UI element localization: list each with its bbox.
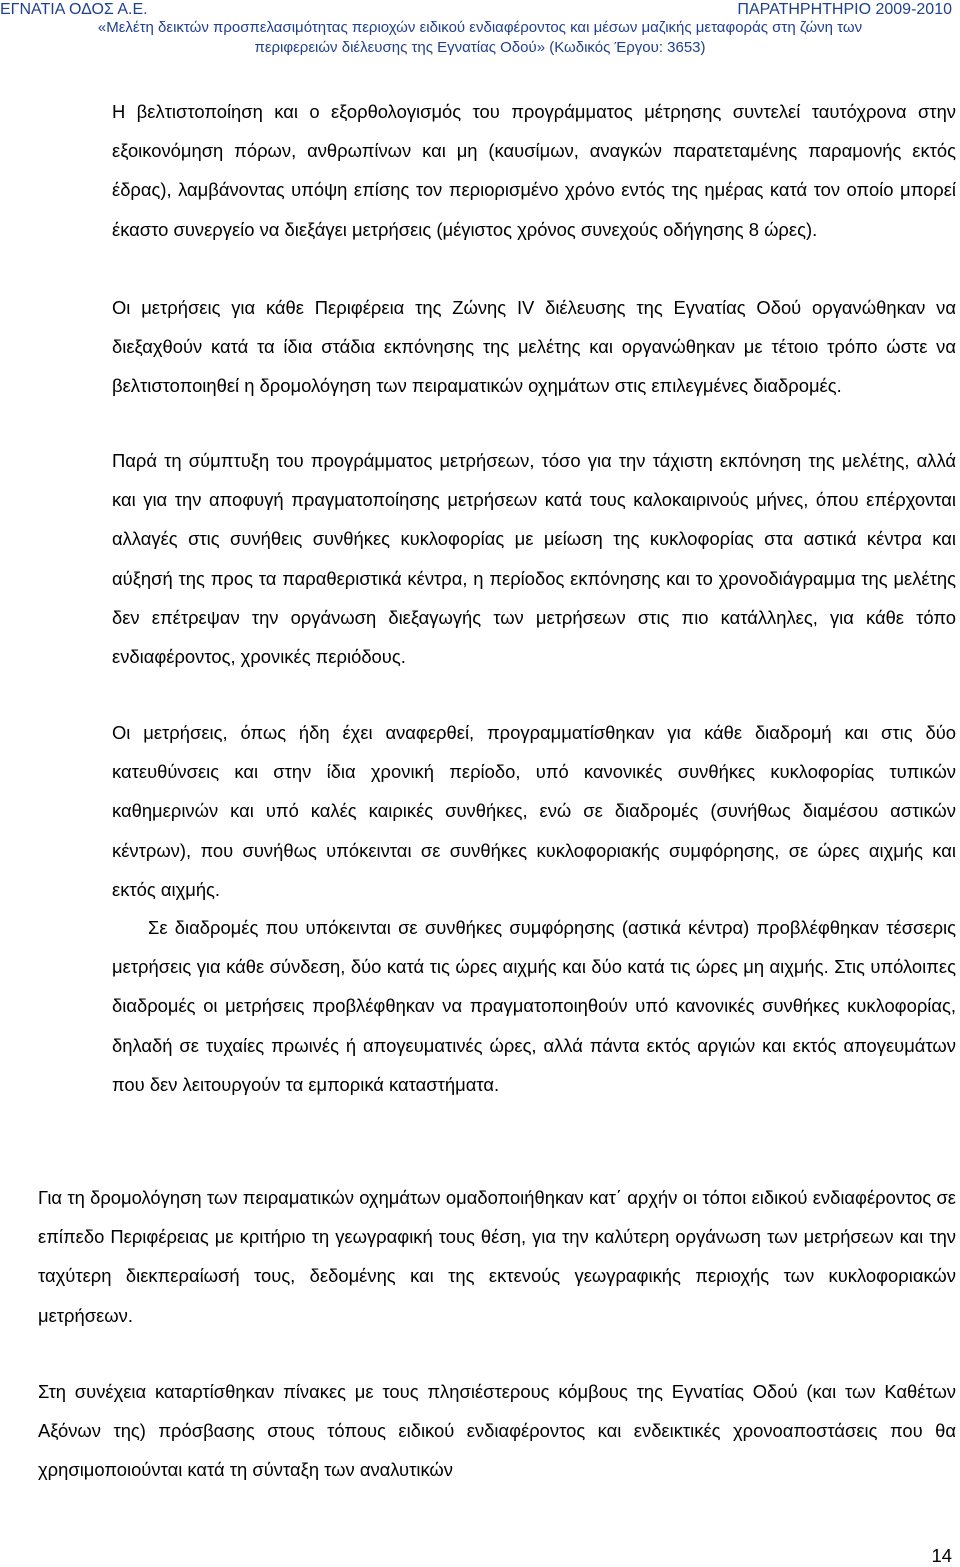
header-study-line2: περιφερειών διέλευσης της Εγνατίας Οδού» (Κωδικός Έργου: 3653) [254, 39, 706, 56]
bullet-continuation-paragraph: Σε διαδρομές που υπόκεινται σε συνθήκες συμφόρησης (αστικά κέντρα) προβλέφθηκαν τέσσερις μετρήσεις για κάθε σύνδεση, δύο κατά τις ώρες αιχμής και δύο κατά τις ώρες μη αιχμής. Στις υπόλοιπες διαδρομές οι μετρήσεις προβλέφθηκαν να πραγματοποιηθούν υπό κανονικές συνθήκες κυκλοφορίας, δηλαδή σε τυχαίες πρωινές ή απογευματινές ώρες, αλλά πάντα εκτός αργιών και εκτός απογευμάτων που δεν λειτουργούν τα εμπορικά καταστήματα. [112, 917, 956, 1095]
routing-paragraph: Για τη δρομολόγηση των πειραματικών οχημάτων ομαδοποιήθηκαν κατ΄ αρχήν οι τόποι ειδικού ενδιαφέροντος σε επίπεδο Περιφέρειας με κριτήριο τη γεωγραφική τους θέση, για την καλύτερη οργάνωση των μετρήσεων και την ταχύτερη διεκπεραίωσή τους, δεδομένης και της εκτενούς γεωγραφικής περιοχής των κυκλοφοριακών μετρήσεων. [38, 1187, 956, 1326]
bullet-paragraph-2: Παρά τη σύμπτυξη του προγράμματος μετρήσεων, τόσο για την τάχιστη εκπόνηση της μελέτης, αλλά και για την αποφυγή πραγματοποίησης μετρήσεων κατά τους καλοκαιρινούς μήνες, όπου επέρχονται αλλαγές στις συνήθεις συνθήκες κυκλοφορίας με μείωση της κυκλοφορίας στα αστικά κέντρα και αύξησή της προς τα παραθεριστικά κέντρα, η περίοδος εκπόνησης και το χρονοδιάγραμμα της μελέτης δεν επέτρεψαν την οργάνωση διεξαγωγής των μετρήσεων στις πιο κατάλληλες, για κάθε τόπο ενδιαφέροντος, χρονικές περιόδους. [112, 450, 956, 668]
bullet-paragraph-1: Οι μετρήσεις για κάθε Περιφέρεια της Ζώνης IV διέλευσης της Εγνατίας Οδού οργανώθηκαν να διεξαχθούν κατά τα ίδια στάδια εκπόνησης της μελέτης και οργανώθηκαν με τέτοιο τρόπο ώστε να βελτιστοποιηθεί η δρομολόγηση των πειραματικών οχημάτων στις επιλεγμένες διαδρομές. [112, 297, 956, 397]
page-header [0, 0, 960, 60]
header-org: ΕΓΝΑΤΙΑ ΟΔΟΣ Α.Ε. [0, 1, 148, 18]
intro-continuation-paragraph: Η βελτιστοποίηση και ο εξορθολογισμός του προγράμματος μέτρησης συντελεί ταυτόχρονα στην εξοικονόμηση πόρων, ανθρωπίνων και μη (καυσίμων, αναγκών παρατεταμένης παραμονής εκτός έδρας), λαμβάνοντας υπόψη επίσης τον περιορισμένο χρόνο εντός της ημέρας κατά τον οποίο μπορεί έκαστο συνεργείο να διεξάγει μετρήσεις (μέγιστος χρόνος συνεχούς οδήγησης 8 ώρες). [112, 101, 956, 240]
bullet-paragraph-3: Οι μετρήσεις, όπως ήδη έχει αναφερθεί, προγραμματίσθηκαν για κάθε διαδρομή και στις δύο κατευθύνσεις και στην ίδια χρονική περίοδο, υπό κανονικές συνθήκες κυκλοφορίας τυπικών καθημερινών και υπό καλές καιρικές συνθήκες, ενώ σε διαδρομές (συνήθως διαμέσου αστικών κέντρων), που συνήθως υπόκεινται σε συνθήκες κυκλοφοριακής συμφόρησης, σε ώρες αιχμής και εκτός αιχμής. [112, 722, 956, 900]
tables-paragraph: Στη συνέχεια καταρτίσθηκαν πίνακες με τους πλησιέστερους κόμβους της Εγνατίας Οδού (και των Καθέτων Αξόνων της) πρόσβασης στους τόπους ειδικού ενδιαφέροντος και ενδεικτικές χρονοαποστάσεις που θα χρησιμοποιούνται κατά τη σύνταξη των αναλυτικών [38, 1381, 956, 1481]
header-study-title [0, 18, 960, 58]
header-study-line1: «Μελέτη δεικτών προσπελασιμότητας περιοχών ειδικού ενδιαφέροντος και μέσων μαζικής μεταφοράς στη ζώνη των [97, 19, 863, 36]
header-observatory: ΠΑΡΑΤΗΡΗΤΗΡΙΟ 2009-2010 [737, 1, 952, 18]
page-number: 14 [931, 1545, 952, 1566]
